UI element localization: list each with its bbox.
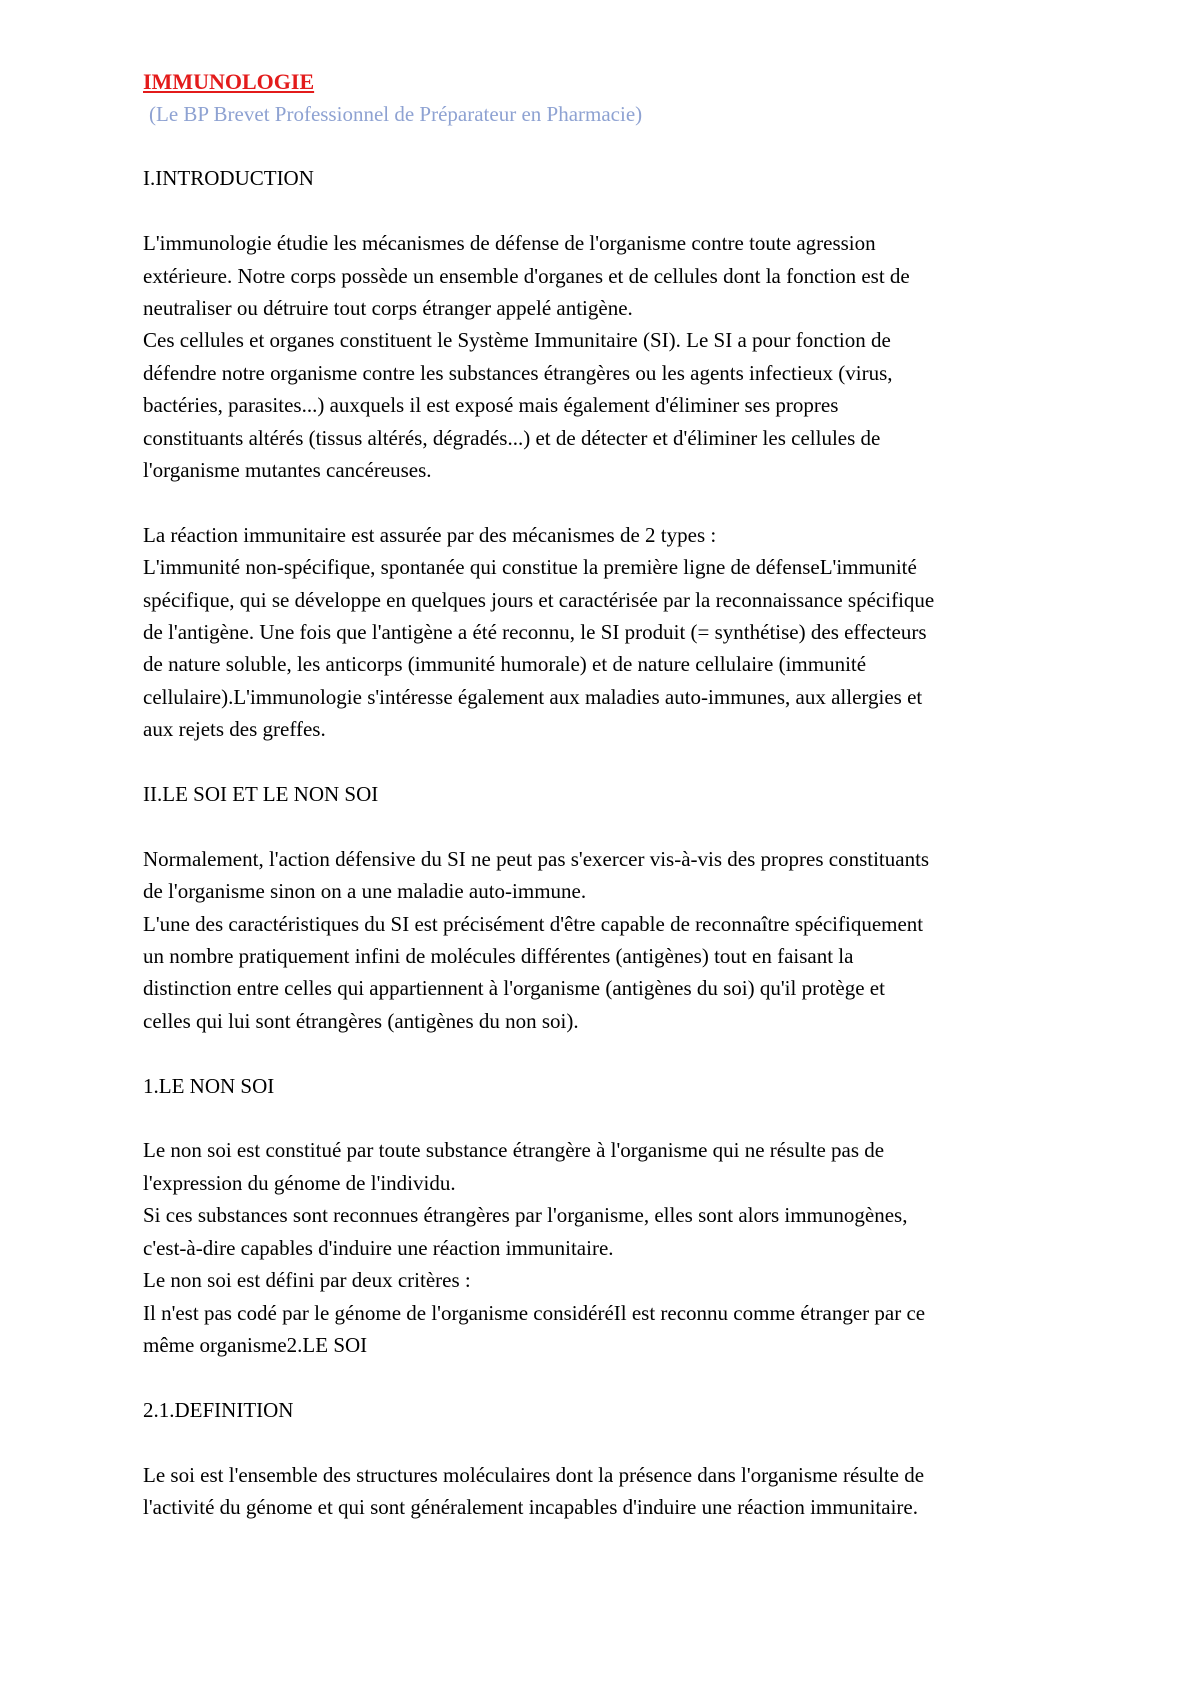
text-line: Le soi est l'ensemble des structures moléculaires dont la présence dans l'organisme résulte de [143,1462,925,1487]
text-line: un nombre pratiquement infini de molécules différentes (antigènes) tout en faisant la [143,944,854,969]
text-line: de l'organisme sinon on a une maladie auto-immune. [143,879,587,904]
spacer [143,1102,1083,1134]
text-line: de l'antigène. Une fois que l'antigène a été reconnu, le SI produit (= synthétise) des effecteurs [143,620,927,645]
spacer [143,195,1083,227]
text-line: L'immunité non-spécifique, spontanée qui constitue la première ligne de défenseL'immunité [143,555,917,580]
text-line: de nature soluble, les anticorps (immunité humorale) et de nature cellulaire (immunité [143,652,867,677]
text-line: même organisme2.LE SOI [143,1332,368,1357]
text-line: constituants altérés (tissus altérés, dégradés...) et de détecter et d'éliminer les cellules de [143,425,881,450]
text-line: La réaction immunitaire est assurée par des mécanismes de 2 types : [143,522,717,547]
paragraph-non-soi [143,1134,1083,1361]
document-page [143,66,1083,1523]
text-line: aux rejets des greffes. [143,717,326,742]
document-subtitle: (Le BP Brevet Professionnel de Préparateur en Pharmacie) [149,102,643,126]
text-line: l'activité du génome et qui sont généralement incapables d'induire une réaction immunitaire. [143,1494,918,1519]
spacer [143,1426,1083,1458]
text-line: L'immunologie étudie les mécanismes de défense de l'organisme contre toute agression [143,231,876,256]
text-line: cellulaire).L'immunologie s'intéresse également aux maladies auto-immunes, aux allergies et [143,684,923,709]
section-heading-non-soi: 1.LE NON SOI [143,1073,275,1098]
text-line: Normalement, l'action défensive du SI ne peut pas s'exercer vis-à-vis des propres constituants [143,846,930,871]
text-line: défendre notre organisme contre les substances étrangères ou les agents infectieux (virus, [143,360,893,385]
document-title: IMMUNOLOGIE [143,69,315,94]
text-line: Ces cellules et organes constituent le Système Immunitaire (SI). Le SI a pour fonction de [143,328,891,353]
text-line: c'est-à-dire capables d'induire une réaction immunitaire. [143,1235,614,1260]
text-line: Si ces substances sont reconnues étrangères par l'organisme, elles sont alors immunogènes, [143,1203,908,1228]
text-line: celles qui lui sont étrangères (antigènes du non soi). [143,1008,579,1033]
spacer [143,810,1083,842]
text-line: Il n'est pas codé par le génome de l'organisme considéréIl est reconnu comme étranger par ce [143,1300,926,1325]
text-line: Le non soi est défini par deux critères : [143,1268,471,1293]
paragraph-definition [143,1459,1083,1524]
spacer [143,130,1083,162]
text-line: Le non soi est constitué par toute substance étrangère à l'organisme qui ne résulte pas de [143,1138,885,1163]
spacer [143,1361,1083,1393]
spacer [143,486,1083,518]
spacer [143,1037,1083,1069]
text-line: neutraliser ou détruire tout corps étranger appelé antigène. [143,296,633,320]
text-line: distinction entre celles qui appartiennent à l'organisme (antigènes du soi) qu'il protège et [143,976,885,1001]
text-line: extérieure. Notre corps possède un ensemble d'organes et de cellules dont la fonction est de [143,263,910,288]
paragraph-soi-non-soi [143,843,1083,1037]
section-heading-soi-non-soi: II.LE SOI ET LE NON SOI [143,782,379,807]
paragraph-introduction [143,227,1083,486]
section-heading-introduction: I.INTRODUCTION [143,166,314,191]
text-line: bactéries, parasites...) auxquels il est exposé mais également d'éliminer ses propres [143,393,839,418]
paragraph-reaction-immunitaire [143,519,1083,746]
text-line: spécifique, qui se développe en quelques jours et caractérisée par la reconnaissance spécifique [143,587,935,612]
section-heading-definition: 2.1.DEFINITION [143,1397,294,1422]
text-line: l'organisme mutantes cancéreuses. [143,458,432,483]
spacer [143,746,1083,778]
text-line: l'expression du génome de l'individu. [143,1170,456,1195]
text-line: L'une des caractéristiques du SI est précisément d'être capable de reconnaître spécifiquement [143,911,924,936]
